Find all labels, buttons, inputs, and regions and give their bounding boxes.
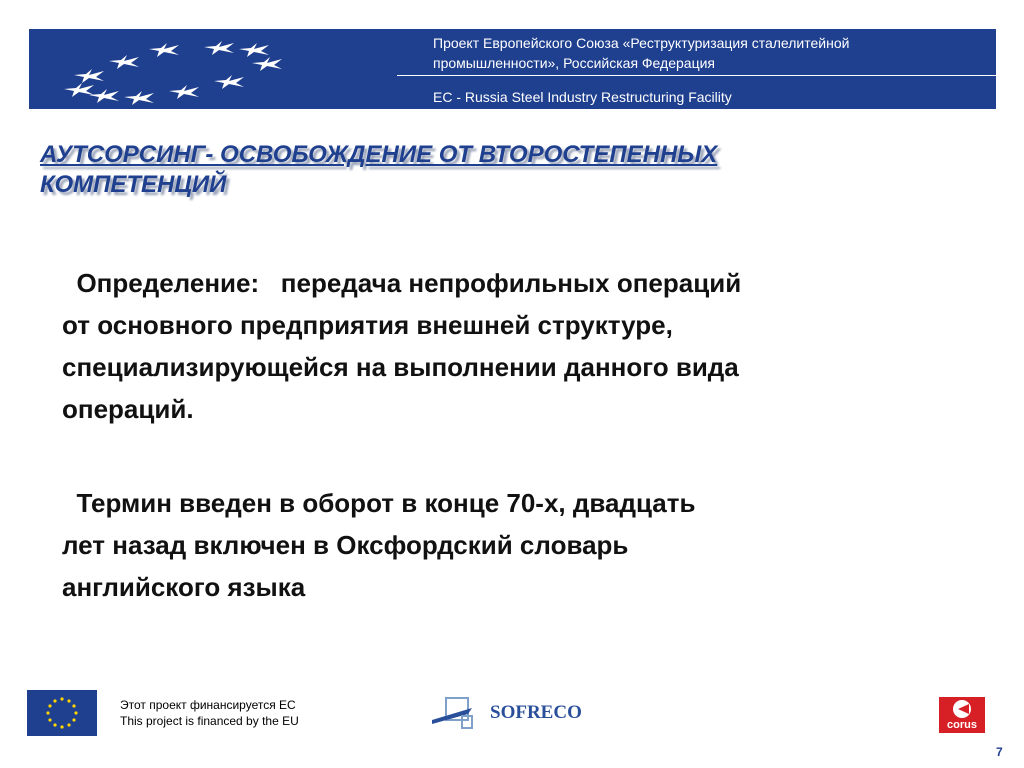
header-divider bbox=[397, 75, 996, 76]
corus-label: corus bbox=[947, 719, 977, 731]
slide-title-line1: АУТСОРСИНГ- ОСВОБОЖДЕНИЕ ОТ ВТОРОСТЕПЕННЫХ bbox=[40, 141, 718, 168]
eu-star-circle-icon bbox=[27, 690, 97, 736]
star-icon bbox=[74, 69, 104, 83]
definition-line: операций. bbox=[62, 394, 194, 424]
corus-logo bbox=[939, 697, 985, 733]
funding-en: This project is financed by the EU bbox=[120, 714, 299, 728]
term-paragraph bbox=[62, 482, 972, 608]
definition-line: специализирующейся на выполнении данного вида bbox=[62, 352, 739, 382]
eu-flag-logo bbox=[27, 690, 97, 736]
star-icon bbox=[214, 75, 244, 89]
slide-title bbox=[40, 140, 940, 200]
star-icon bbox=[109, 55, 139, 69]
star-icon bbox=[169, 85, 199, 99]
eu-stars-graphic bbox=[29, 29, 329, 109]
star-icon bbox=[252, 57, 282, 71]
sofreco-label: SOFRECO bbox=[490, 702, 582, 723]
star-icon bbox=[149, 43, 179, 57]
sofreco-emblem-icon bbox=[432, 694, 488, 734]
slide-title-line2: КОМПЕТЕНЦИЙ bbox=[40, 171, 227, 198]
page-number: 7 bbox=[996, 745, 1003, 759]
star-icon bbox=[124, 91, 154, 105]
star-icon bbox=[89, 89, 119, 103]
header-banner bbox=[29, 29, 996, 109]
corus-emblem-icon bbox=[939, 697, 985, 719]
header-line1: Проект Европейского Союза «Реструктуризация сталелитейной bbox=[433, 35, 850, 51]
term-line: лет назад включен в Оксфордский словарь bbox=[62, 530, 629, 560]
sofreco-logo bbox=[432, 694, 602, 734]
star-icon bbox=[204, 41, 234, 55]
definition-line: Определение: передача непрофильных операций bbox=[62, 268, 742, 298]
definition-paragraph bbox=[62, 262, 972, 430]
header-line2: промышленности», Российская Федерация bbox=[433, 55, 715, 71]
header-line3: EC - Russia Steel Industry Restructuring Facility bbox=[433, 89, 732, 105]
star-icon bbox=[239, 43, 269, 57]
funding-note bbox=[120, 697, 299, 729]
definition-line: от основного предприятия внешней структуре, bbox=[62, 310, 673, 340]
term-line: Термин введен в оборот в конце 70-х, двадцать bbox=[62, 488, 696, 518]
funding-ru: Этот проект финансируется ЕС bbox=[120, 698, 296, 712]
term-line: английского языка bbox=[62, 572, 306, 602]
star-icon bbox=[64, 83, 94, 97]
